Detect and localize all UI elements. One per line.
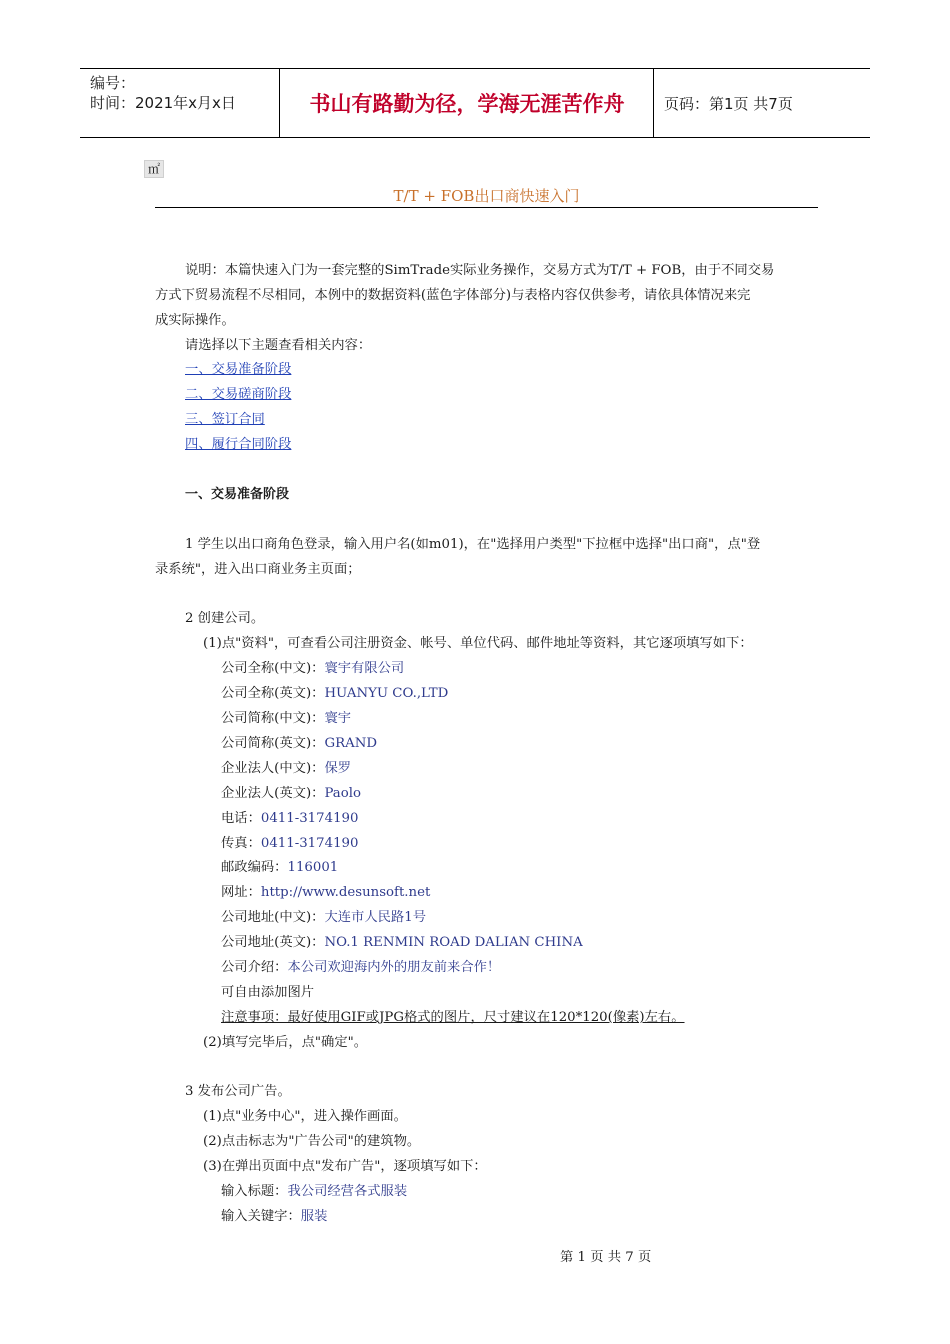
link-negotiation[interactable]: 二、交易磋商阶段 [185,387,292,402]
step3-sub: (1)点"业务中心"，进入操作画面。 [203,1109,407,1124]
number-label: 编号： [90,74,136,92]
header-meta [80,69,280,137]
document-title: T/T + FOB出口商快速入门 [393,187,580,205]
link-preparation[interactable]: 一、交易准备阶段 [185,362,292,377]
time-label: 时间：2021年x月x日 [90,94,236,112]
field-row: 传真：0411-3174190 [221,836,359,851]
page-footer: 第 1 页 共 7 页 [560,1250,652,1265]
header-motto: 书山有路勤为径，学海无涯苦作舟 [281,69,654,137]
field-row: 公司简称(英文)：GRAND [221,736,377,751]
step3-sub: (2)点击标志为"广告公司"的建筑物。 [203,1134,421,1149]
step2-sub: (2)填写完毕后，点"确定"。 [203,1035,368,1050]
step1-line: 录系统"，进入出口商业务主页面； [155,562,361,577]
step3-sub: (3)在弹出页面中点"发布广告"，逐项填写如下： [203,1159,487,1174]
field-row: 公司介绍：本公司欢迎海内外的朋友前来合作！ [221,960,501,975]
field-row: 公司全称(中文)：寰宇有限公司 [221,661,405,676]
link-contract[interactable]: 三、签订合同 [185,412,265,427]
field-row: 公司地址(英文)：NO.1 RENMIN ROAD DALIAN CHINA [221,935,583,950]
image-note: 可自由添加图片 [221,985,315,1000]
field-row: 输入标题：我公司经营各式服装 [221,1184,408,1199]
intro-line: 说明：本篇快速入门为一套完整的SimTrade实际业务操作，交易方式为T/T + FOB，由于不同交易 [185,263,775,278]
field-row: 企业法人(英文)：Paolo [221,786,361,801]
field-row: 输入关键字：服装 [221,1209,328,1224]
field-row: 公司全称(英文)：HUANYU CO.,LTD [221,686,449,701]
intro-prompt: 请选择以下主题查看相关内容： [185,338,372,353]
square-meter-badge: ㎡ [144,160,164,178]
intro-line: 方式下贸易流程不尽相同，本例中的数据资料(蓝色字体部分)与表格内容仅供参考，请依具体情况来完 [155,288,751,303]
field-row: 邮政编码：116001 [221,860,339,875]
field-row: 企业法人(中文)：保罗 [221,761,352,776]
intro-line: 成实际操作。 [155,313,235,328]
step2-title: 2 创建公司。 [185,611,265,626]
step3-title: 3 发布公司广告。 [185,1084,291,1099]
notice-line: 注意事项：最好使用GIF或JPG格式的图片，尺寸建议在120*120(像素)左右。 [221,1010,685,1025]
field-row: 公司简称(中文)：寰宇 [221,711,352,726]
title-divider [155,207,818,208]
section-heading: 一、交易准备阶段 [185,487,290,502]
link-performance[interactable]: 四、履行合同阶段 [185,437,292,452]
field-row: 网址：http://www.desunsoft.net [221,885,431,900]
field-row: 公司地址(中文)：大连市人民路1号 [221,910,426,925]
step2-sub: (1)点"资料"，可查看公司注册资金、帐号、单位代码、邮件地址等资料，其它逐项填写如下： [203,636,753,651]
field-row: 电话：0411-3174190 [221,811,359,826]
header-page-info: 页码：第1页 共7页 [664,94,793,113]
step1-line: 1 学生以出口商角色登录，输入用户名(如m01)，在"选择用户类型"下拉框中选择"出口商"，点"登 [185,537,761,552]
page-header [80,68,870,138]
